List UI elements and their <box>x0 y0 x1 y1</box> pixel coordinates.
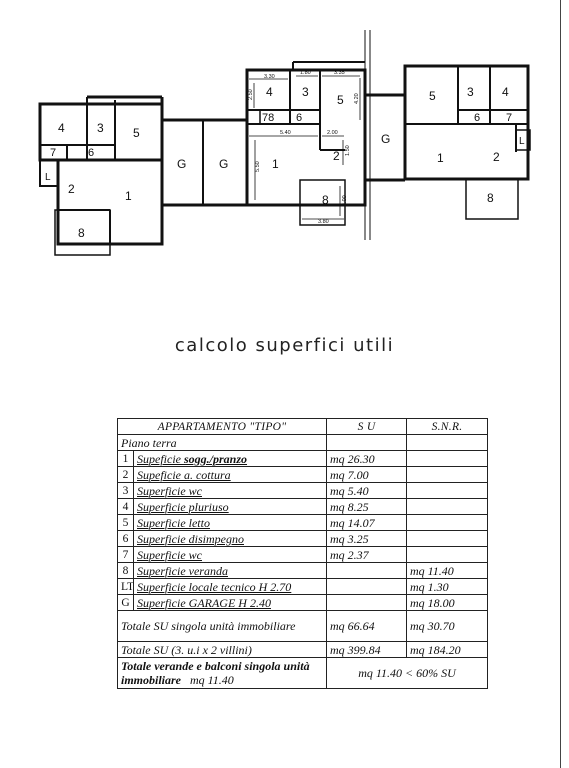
row-su: mq 3.25 <box>327 531 407 547</box>
garage-label: G <box>177 157 187 171</box>
row-snr: mq 18.00 <box>407 595 488 611</box>
row-label <box>134 515 327 531</box>
garage-label: G <box>219 157 229 171</box>
row-label-text: Superficie pluriuso <box>137 499 229 514</box>
dimension-text: 3.30 <box>264 74 275 80</box>
row-label-bold: sogg./pranzo <box>183 451 248 466</box>
total-unit-snr: mq 30.70 <box>407 611 488 642</box>
dimension-text: 2.50 <box>248 89 254 100</box>
row-su <box>327 579 407 595</box>
row-label <box>134 563 327 579</box>
room-label: 3 <box>302 85 309 99</box>
row-su <box>327 563 407 579</box>
verande-row <box>118 658 488 689</box>
header-su: S U <box>327 419 407 435</box>
table-row <box>118 515 488 531</box>
row-number: 5 <box>118 515 134 531</box>
table-row <box>118 483 488 499</box>
room-label: 8 <box>78 226 85 240</box>
room-label: L <box>45 172 51 183</box>
row-su: mq 26.30 <box>327 451 407 467</box>
room-label: 7 <box>506 112 513 124</box>
total-all-label: Totale SU (3. u.i x 2 villini) <box>118 642 327 658</box>
row-snr: mq 11.40 <box>407 563 488 579</box>
header-appartamento: APPARTAMENTO "TIPO" <box>118 419 327 435</box>
room-label: 3 <box>97 121 104 135</box>
garage-walls <box>162 120 247 205</box>
room-label: 8 <box>322 193 329 207</box>
row-number: LT <box>118 579 134 595</box>
room-label: 1 <box>437 151 444 165</box>
verande-ratio: mq 11.40 < 60% SU <box>327 658 488 689</box>
dimension-text: 5.40 <box>280 130 291 136</box>
table-row <box>118 451 488 467</box>
room-label: 2 <box>493 150 500 164</box>
table-row <box>118 563 488 579</box>
row-snr <box>407 499 488 515</box>
row-su: mq 14.07 <box>327 515 407 531</box>
row-su <box>327 595 407 611</box>
row-su: mq 8.25 <box>327 499 407 515</box>
row-number: 7 <box>118 547 134 563</box>
table-row <box>118 595 488 611</box>
room-label: 5 <box>133 126 140 140</box>
row-number: 3 <box>118 483 134 499</box>
row-snr <box>407 547 488 563</box>
room-label: 4 <box>502 85 509 99</box>
room-label: 1 <box>272 157 279 171</box>
room-label: 4 <box>58 121 65 135</box>
room-label: 2 <box>68 182 75 196</box>
table-row <box>118 499 488 515</box>
row-number: 2 <box>118 467 134 483</box>
row-label <box>134 451 327 467</box>
row-label-text: Superficie letto <box>137 515 210 530</box>
room-label: 78 <box>262 112 275 124</box>
dimension-text: 1.50 <box>345 145 351 156</box>
table-row <box>118 531 488 547</box>
room-label: 3 <box>467 85 474 99</box>
dimension-text: 4.20 <box>354 93 360 104</box>
verande-cell <box>118 658 327 689</box>
row-number: 8 <box>118 563 134 579</box>
verande-label: Totale verande e balconi singola unità immobiliare <box>121 659 310 687</box>
row-label-text: Superficie wc <box>137 547 202 562</box>
row-label-text: Superficie GARAGE H 2.40 <box>137 595 271 610</box>
room-label: 6 <box>88 147 95 159</box>
row-label <box>134 483 327 499</box>
dimension-text: 5.50 <box>255 161 261 172</box>
room-label: 5 <box>337 93 344 107</box>
row-label <box>134 531 327 547</box>
row-number: 6 <box>118 531 134 547</box>
total-all-snr: mq 184.20 <box>407 642 488 658</box>
room-label: 1 <box>125 189 132 203</box>
room-label: 4 <box>266 85 273 99</box>
room-label: 6 <box>474 112 481 124</box>
room-label: L <box>519 136 525 147</box>
dimension-text: 3.35 <box>334 70 345 76</box>
dimension-text: 2.00 <box>342 195 348 206</box>
total-unit-label: Totale SU singola unità immobiliare <box>118 611 327 642</box>
garage-label: G <box>381 132 391 146</box>
table-row <box>118 579 488 595</box>
page-title: calcolo superfici utili <box>174 335 395 356</box>
row-su: mq 7.00 <box>327 467 407 483</box>
row-number: 1 <box>118 451 134 467</box>
row-number: G <box>118 595 134 611</box>
section-label: Piano terra <box>118 435 327 451</box>
row-snr <box>407 451 488 467</box>
row-label <box>134 499 327 515</box>
dimension-text: 2.00 <box>327 130 338 136</box>
floor-plan <box>0 0 569 300</box>
table-row <box>118 467 488 483</box>
room-label: 7 <box>50 147 57 159</box>
row-label-text: Supeficie <box>137 451 184 466</box>
row-snr <box>407 483 488 499</box>
total-all-row <box>118 642 488 658</box>
row-label-text: Superficie disimpegno <box>137 531 244 546</box>
row-su: mq 2.37 <box>327 547 407 563</box>
dimension-text: 3.80 <box>318 219 329 225</box>
dimension-text: 1.80 <box>300 70 311 76</box>
section-row <box>118 435 488 451</box>
header-snr: S.N.R. <box>407 419 488 435</box>
row-snr <box>407 531 488 547</box>
row-su: mq 5.40 <box>327 483 407 499</box>
row-number: 4 <box>118 499 134 515</box>
row-snr <box>407 467 488 483</box>
total-unit-row <box>118 611 488 642</box>
room-label: 8 <box>487 191 494 205</box>
row-label-text: Supeficie a. cottura <box>137 467 231 482</box>
row-label <box>134 467 327 483</box>
row-label <box>134 579 327 595</box>
row-snr <box>407 515 488 531</box>
total-all-su: mq 399.84 <box>327 642 407 658</box>
page-border <box>560 0 561 768</box>
row-label <box>134 547 327 563</box>
table-header-row <box>118 419 488 435</box>
room-label: 2 <box>333 149 340 163</box>
row-snr: mq 1.30 <box>407 579 488 595</box>
room-label: 5 <box>429 89 436 103</box>
table-row <box>118 547 488 563</box>
row-label <box>134 595 327 611</box>
room-label: 6 <box>296 112 303 124</box>
surface-table <box>117 418 488 689</box>
verande-value: mq 11.40 <box>190 673 234 687</box>
row-label-text: Superficie wc <box>137 483 202 498</box>
total-unit-su: mq 66.64 <box>327 611 407 642</box>
row-label-text: Superficie veranda <box>137 563 228 578</box>
row-label-text: Superficie locale tecnico H 2.70 <box>137 579 292 594</box>
